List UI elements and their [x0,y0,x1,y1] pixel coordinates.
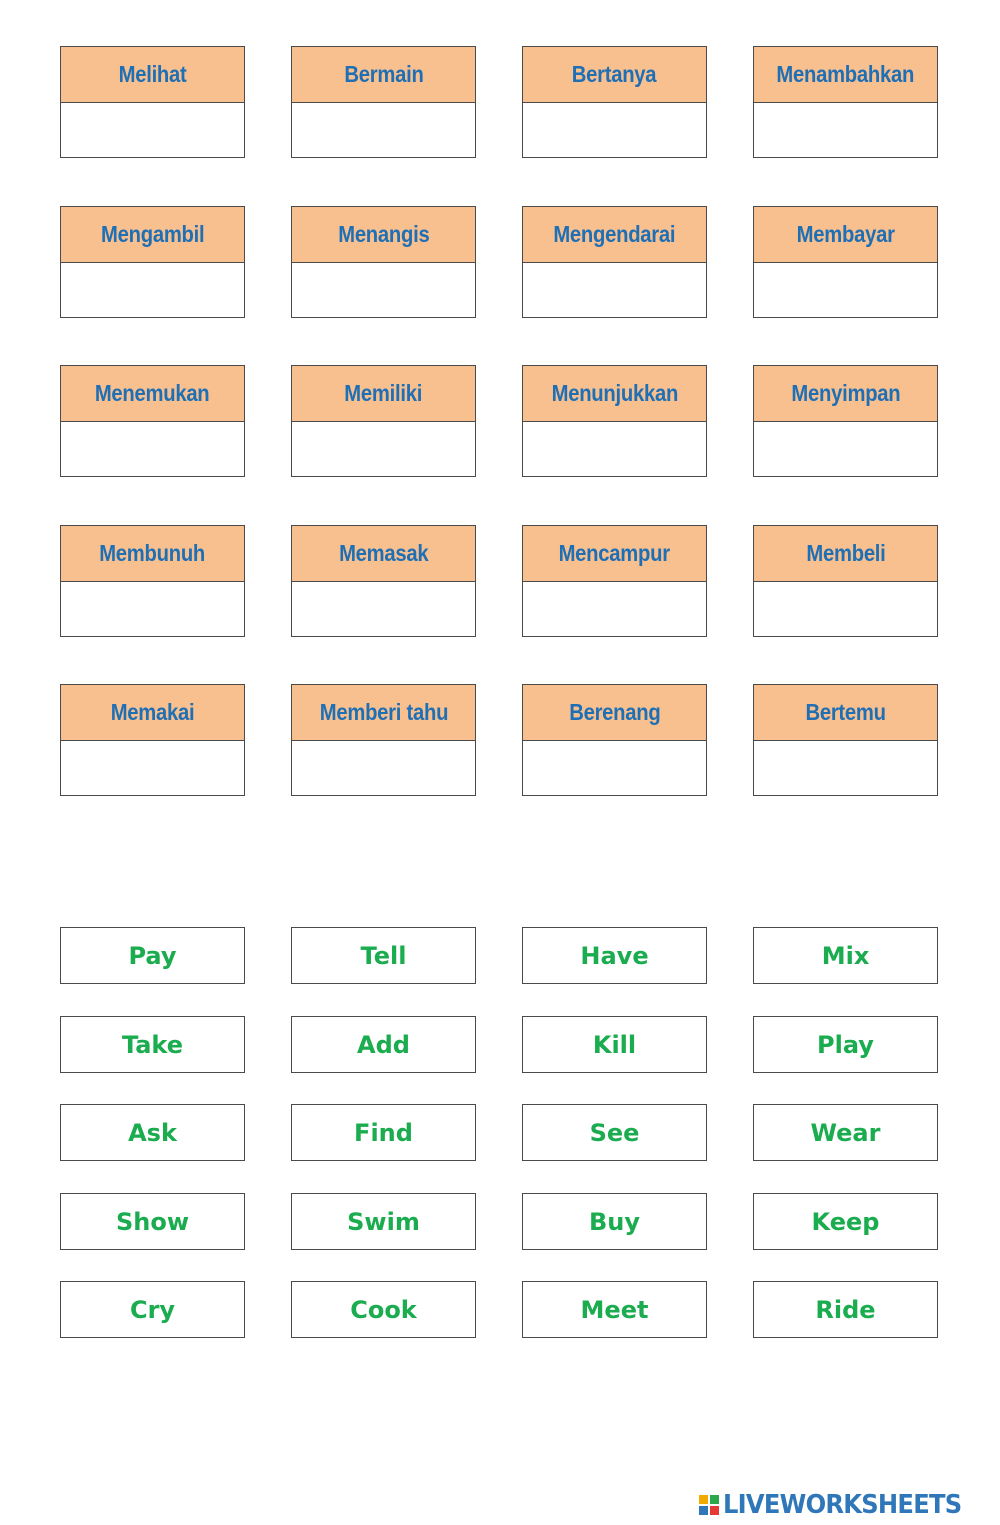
drop-zone[interactable] [523,263,706,317]
target-label-header [292,366,475,422]
target-label: Memasak [338,540,429,566]
drop-zone[interactable] [754,582,937,636]
target-label-header [754,366,937,422]
drop-zone[interactable] [754,263,937,317]
draggable-word[interactable]: See [522,1104,707,1161]
target-card [60,365,245,477]
draggable-word[interactable]: Meet [522,1281,707,1338]
draggable-word[interactable]: Kill [522,1016,707,1073]
drop-zone[interactable] [61,741,244,795]
target-label: Membayar [796,221,895,247]
draggable-word[interactable]: Swim [291,1193,476,1250]
target-label-header [523,207,706,263]
liveworksheets-logo[interactable] [698,1491,979,1519]
target-card [522,684,707,796]
target-card [291,46,476,158]
target-card [522,206,707,318]
target-card [753,206,938,318]
target-card [291,684,476,796]
drop-zone[interactable] [523,741,706,795]
target-label-header [292,685,475,741]
target-label: Memiliki [344,380,423,406]
drop-zone[interactable] [292,422,475,476]
draggable-word[interactable]: Wear [753,1104,938,1161]
draggable-word[interactable]: Play [753,1016,938,1073]
target-card [60,684,245,796]
target-label-header [754,685,937,741]
target-card [753,46,938,158]
target-label: Memberi tahu [319,699,448,725]
target-card [753,365,938,477]
target-label: Mengambil [100,221,205,247]
target-label: Memakai [110,699,195,725]
drop-zone[interactable] [292,582,475,636]
draggable-word[interactable]: Pay [60,927,245,984]
target-label: Berenang [568,699,661,725]
target-card [60,206,245,318]
drop-zone[interactable] [292,103,475,157]
draggable-word[interactable]: Show [60,1193,245,1250]
target-label-header [523,47,706,103]
target-label: Membunuh [99,540,206,566]
draggable-word[interactable]: Ask [60,1104,245,1161]
target-card [753,525,938,637]
draggable-word[interactable]: Buy [522,1193,707,1250]
target-card [291,206,476,318]
target-label-header [292,526,475,582]
target-label-header [523,526,706,582]
target-label: Menemukan [95,380,210,406]
draggable-word[interactable]: Cook [291,1281,476,1338]
target-label: Menangis [337,221,430,247]
target-label: Melihat [118,61,187,87]
target-card [522,46,707,158]
target-label: Menyimpan [791,380,900,406]
target-label: Bermain [343,61,424,87]
logo-text: LIVEWORKSHEETS [723,1490,962,1520]
target-label-header [754,47,937,103]
target-label: Menambahkan [776,61,915,87]
liveworksheets-logo-icon [698,1494,720,1516]
draggable-word[interactable]: Add [291,1016,476,1073]
target-label-header [523,685,706,741]
target-label-header [523,366,706,422]
target-card [291,525,476,637]
target-label-header [754,526,937,582]
target-label: Mengendarai [553,221,676,247]
target-card [60,46,245,158]
target-label-header [61,685,244,741]
target-card [753,684,938,796]
target-label-header [292,47,475,103]
drop-zone[interactable] [754,741,937,795]
drop-zone[interactable] [292,263,475,317]
target-label-header [61,207,244,263]
target-card [291,365,476,477]
drop-zone[interactable] [523,103,706,157]
draggable-word[interactable]: Ride [753,1281,938,1338]
target-label-header [61,366,244,422]
drop-zone[interactable] [61,422,244,476]
target-label-header [292,207,475,263]
target-label-header [61,47,244,103]
target-label: Menunjukkan [551,380,678,406]
target-label-header [754,207,937,263]
target-card [522,365,707,477]
drop-zone[interactable] [523,582,706,636]
target-label: Bertemu [805,699,886,725]
target-label: Mencampur [558,540,671,566]
drop-zone[interactable] [754,422,937,476]
drop-zone[interactable] [292,741,475,795]
draggable-word[interactable]: Tell [291,927,476,984]
target-label: Membeli [805,540,886,566]
target-card [522,525,707,637]
target-label-header [61,526,244,582]
draggable-word[interactable]: Mix [753,927,938,984]
target-label: Bertanya [572,61,657,87]
target-card [60,525,245,637]
draggable-word[interactable]: Have [522,927,707,984]
drop-zone[interactable] [523,422,706,476]
drop-zone[interactable] [61,103,244,157]
draggable-word[interactable]: Cry [60,1281,245,1338]
drop-zone[interactable] [754,103,937,157]
draggable-word[interactable]: Take [60,1016,245,1073]
drop-zone[interactable] [61,263,244,317]
draggable-word[interactable]: Keep [753,1193,938,1250]
draggable-word[interactable]: Find [291,1104,476,1161]
drop-zone[interactable] [61,582,244,636]
